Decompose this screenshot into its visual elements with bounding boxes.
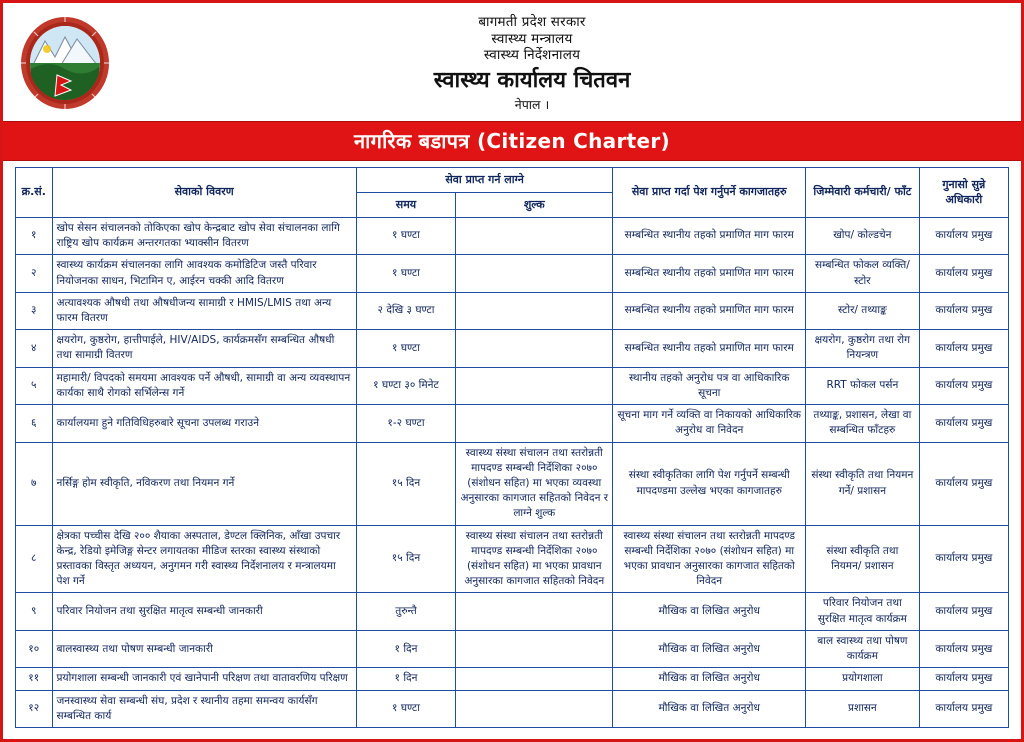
cell-time: १ दिन	[356, 668, 455, 690]
cell-serial: १०	[16, 630, 53, 667]
cell-time: १-२ घण्टा	[356, 405, 455, 442]
cell-documents: सूचना माग गर्ने व्यक्ति वा निकायको आधिकारिक अनुरोध वा निवेदन	[613, 405, 806, 442]
document-header	[3, 3, 1021, 121]
cell-time: १ घण्टा	[356, 690, 455, 727]
cell-service: कार्यालयमा हुने गतिविधिहरुबारे सूचना उपलब्ध गराउने	[52, 405, 356, 442]
th-service: सेवाको विवरण	[52, 168, 356, 218]
cell-service: क्षयरोग, कुष्ठरोग, हात्तीपाईले, HIV/AIDS, कार्यक्रमसँग सम्बन्धित औषधी तथा सामाग्री वितरण	[52, 330, 356, 367]
cell-fee: स्वास्थ्य संस्था संचालन तथा स्तरोन्नती मापदण्ड सम्बन्धी निर्देशिका २०७० (संशोधन सहित) मा भएका व्यवस्था अनुसारका कागजात सहितको निवेदन र लाग्ने शुल्क	[456, 442, 613, 525]
cell-responsible: संस्था स्वीकृति तथा नियमन/ प्रशासन	[806, 525, 920, 593]
cell-serial: ७	[16, 442, 53, 525]
cell-serial: ९	[16, 593, 53, 630]
cell-fee	[456, 690, 613, 727]
cell-time: १ घण्टा	[356, 255, 455, 292]
cell-documents: मौखिक वा लिखित अनुरोध	[613, 630, 806, 667]
cell-complaint: कार्यालय प्रमुख	[919, 668, 1008, 690]
cell-complaint: कार्यालय प्रमुख	[919, 255, 1008, 292]
table-row	[16, 255, 1009, 292]
cell-responsible: बाल स्वास्थ्य तथा पोषण कार्यक्रम	[806, 630, 920, 667]
cell-serial: ६	[16, 405, 53, 442]
header-line-ministry: स्वास्थ्य मन्त्रालय	[491, 30, 573, 47]
citizen-charter-table	[15, 167, 1009, 728]
table-row	[16, 630, 1009, 667]
cell-fee	[456, 292, 613, 329]
cell-serial: ५	[16, 367, 53, 404]
cell-documents: मौखिक वा लिखित अनुरोध	[613, 690, 806, 727]
cell-fee	[456, 367, 613, 404]
table-row	[16, 367, 1009, 404]
nepal-government-emblem-icon	[17, 13, 113, 113]
header-line-province: बागमती प्रदेश सरकार	[478, 13, 586, 30]
cell-documents: मौखिक वा लिखित अनुरोध	[613, 668, 806, 690]
cell-responsible: खोप/ कोल्डचेन	[806, 217, 920, 254]
cell-responsible: तथ्याङ्क, प्रशासन, लेखा वा सम्बन्धित फाँटहरु	[806, 405, 920, 442]
cell-serial: ४	[16, 330, 53, 367]
cell-complaint: कार्यालय प्रमुख	[919, 525, 1008, 593]
table-row	[16, 330, 1009, 367]
cell-service: नर्सिङ्ग होम स्वीकृति, नविकरण तथा नियमन गर्ने	[52, 442, 356, 525]
cell-serial: ८	[16, 525, 53, 593]
cell-time: तुरुन्तै	[356, 593, 455, 630]
cell-time: १ दिन	[356, 630, 455, 667]
cell-serial: २	[16, 255, 53, 292]
header-line-directorate: स्वास्थ्य निर्देशनालय	[483, 47, 581, 64]
cell-service: महामारी/ विपदको समयमा आवश्यक पर्ने औषधी, सामाग्री वा अन्य व्यवस्थापन कार्यका साथै रोगको सर्भिलेन्स गर्ने	[52, 367, 356, 404]
header-text-block	[113, 14, 1011, 113]
cell-serial: ३	[16, 292, 53, 329]
cell-service: बालस्वास्थ्य तथा पोषण सम्बन्धी जानकारी	[52, 630, 356, 667]
cell-service: अत्यावश्यक औषधी तथा औषधीजन्य सामाग्री र HMIS/LMIS तथा अन्य फारम वितरण	[52, 292, 356, 329]
table-row	[16, 690, 1009, 727]
cell-time: १ घण्टा	[356, 217, 455, 254]
cell-responsible: संस्था स्वीकृति तथा नियमन गर्ने/ प्रशासन	[806, 442, 920, 525]
cell-documents: स्वास्थ्य संस्था संचालन तथा स्तरोन्नती मापदण्ड सम्बन्धी निर्देशिका २०७० (संशोधन सहित) मा भएका प्रावधान अनुसारका कागजात सहितको निवेदन	[613, 525, 806, 593]
cell-fee	[456, 255, 613, 292]
table-row	[16, 593, 1009, 630]
cell-time: १५ दिन	[356, 442, 455, 525]
cell-fee	[456, 217, 613, 254]
cell-serial: ११	[16, 668, 53, 690]
cell-complaint: कार्यालय प्रमुख	[919, 630, 1008, 667]
header-country: नेपाल ।	[514, 96, 550, 112]
cell-serial: १	[16, 217, 53, 254]
cell-complaint: कार्यालय प्रमुख	[919, 405, 1008, 442]
cell-fee	[456, 630, 613, 667]
banner-title-en: (Citizen Charter)	[476, 129, 670, 153]
th-serial: क्र.सं.	[16, 168, 53, 218]
header-office-title: स्वास्थ्य कार्यालय चितवन	[433, 67, 631, 94]
cell-fee	[456, 405, 613, 442]
cell-fee	[456, 668, 613, 690]
cell-responsible: RRT फोकल पर्सन	[806, 367, 920, 404]
cell-documents: सम्बन्धित स्थानीय तहको प्रमाणित माग फारम	[613, 330, 806, 367]
cell-documents: सम्बन्धित स्थानीय तहको प्रमाणित माग फारम	[613, 292, 806, 329]
table-row	[16, 442, 1009, 525]
cell-service: प्रयोगशाला सम्बन्धी जानकारी एवं खानेपानी परिक्षण तथा वातावरणिय परिक्षण	[52, 668, 356, 690]
cell-responsible: क्षयरोग, कुष्ठरोग तथा रोग नियन्त्रण	[806, 330, 920, 367]
cell-fee: स्वास्थ्य संस्था संचालन तथा स्तरोन्नती मापदण्ड सम्बन्धी निर्देशिका २०७० (संशोधन सहित) मा भएका प्रावधान अनुसारका कागजात सहितको निवेदन	[456, 525, 613, 593]
cell-fee	[456, 330, 613, 367]
cell-complaint: कार्यालय प्रमुख	[919, 292, 1008, 329]
cell-responsible: स्टोर/ तथ्याङ्क	[806, 292, 920, 329]
cell-documents: सम्बन्धित स्थानीय तहको प्रमाणित माग फारम	[613, 217, 806, 254]
th-fee: शुल्क	[456, 192, 613, 217]
cell-service: स्वास्थ्य कार्यक्रम संचालनका लागि आवश्यक कमोडिटिज जस्तै परिवार नियोजनका साधन, भिटामिन ए, आईरन चक्की आदि वितरण	[52, 255, 356, 292]
cell-complaint: कार्यालय प्रमुख	[919, 330, 1008, 367]
table-row	[16, 668, 1009, 690]
cell-time: २ देखि ३ घण्टा	[356, 292, 455, 329]
cell-time: १ घण्टा ३० मिनेट	[356, 367, 455, 404]
cell-complaint: कार्यालय प्रमुख	[919, 367, 1008, 404]
th-responsible: जिम्मेवारी कर्मचारी/ फाँट	[806, 168, 920, 218]
cell-responsible: प्रयोगशाला	[806, 668, 920, 690]
cell-service: जनस्वास्थ्य सेवा सम्बन्धी संघ, प्रदेश र स्थानीय तहमा समन्वय कार्यसँग सम्बन्धित कार्य	[52, 690, 356, 727]
cell-service: खोप सेसन संचालनको तोकिएका खोप केन्द्रबाट खोप सेवा संचालनका लागि राष्ट्रिय खोप कार्यक्रम अन्तरगतका भ्याक्सीन वितरण	[52, 217, 356, 254]
cell-documents: मौखिक वा लिखित अनुरोध	[613, 593, 806, 630]
cell-documents: स्थानीय तहको अनुरोध पत्र वा आधिकारिक सूचना	[613, 367, 806, 404]
cell-serial: १२	[16, 690, 53, 727]
cell-responsible: सम्बन्धित फोकल व्यक्ति/ स्टोर	[806, 255, 920, 292]
cell-fee	[456, 593, 613, 630]
table-row	[16, 292, 1009, 329]
cell-documents: संस्था स्वीकृतिका लागि पेश गर्नुपर्ने सम्बन्धी मापदण्डमा उल्लेख भएका कागजातहरु	[613, 442, 806, 525]
cell-complaint: कार्यालय प्रमुख	[919, 217, 1008, 254]
banner-title-np: नागरिक बडापत्र	[354, 129, 470, 153]
charter-table-wrapper	[3, 161, 1021, 738]
th-documents: सेवा प्राप्त गर्दा पेश गर्नुपर्ने कागजातहरु	[613, 168, 806, 218]
cell-responsible: प्रशासन	[806, 690, 920, 727]
th-time: समय	[356, 192, 455, 217]
table-row	[16, 525, 1009, 593]
cell-time: १ घण्टा	[356, 330, 455, 367]
cell-complaint: कार्यालय प्रमुख	[919, 593, 1008, 630]
table-header-row-1	[16, 168, 1009, 193]
cell-service: परिवार नियोजन तथा सुरक्षित मातृत्व सम्बन्धी जानकारी	[52, 593, 356, 630]
table-row	[16, 405, 1009, 442]
cell-complaint: कार्यालय प्रमुख	[919, 442, 1008, 525]
table-head	[16, 168, 1009, 218]
cell-complaint: कार्यालय प्रमुख	[919, 690, 1008, 727]
citizen-charter-banner	[3, 121, 1021, 161]
cell-responsible: परिवार नियोजन तथा सुरक्षित मातृत्व कार्यक्रम	[806, 593, 920, 630]
th-complaint: गुनासो सुन्ने अधिकारी	[919, 168, 1008, 218]
cell-time: १५ दिन	[356, 525, 455, 593]
th-obtain: सेवा प्राप्त गर्न लाग्ने	[356, 168, 613, 193]
cell-service: क्षेत्रका पच्चीस देखि २०० शैयाका अस्पताल, डेण्टल क्लिनिक, आँखा उपचार केन्द्र, रेडियो इमेजिङ्ग सेन्टर लगायतका मीडिज स्तरका स्वास्थ्य संस्थाको प्रस्तावका विस्तृत अध्ययन, अनुगमन गरी स्वास्थ्य निर्देशनालय र मन्त्रालयमा पेश गर्ने	[52, 525, 356, 593]
cell-documents: सम्बन्धित स्थानीय तहको प्रमाणित माग फारम	[613, 255, 806, 292]
table-body	[16, 217, 1009, 727]
table-row	[16, 217, 1009, 254]
